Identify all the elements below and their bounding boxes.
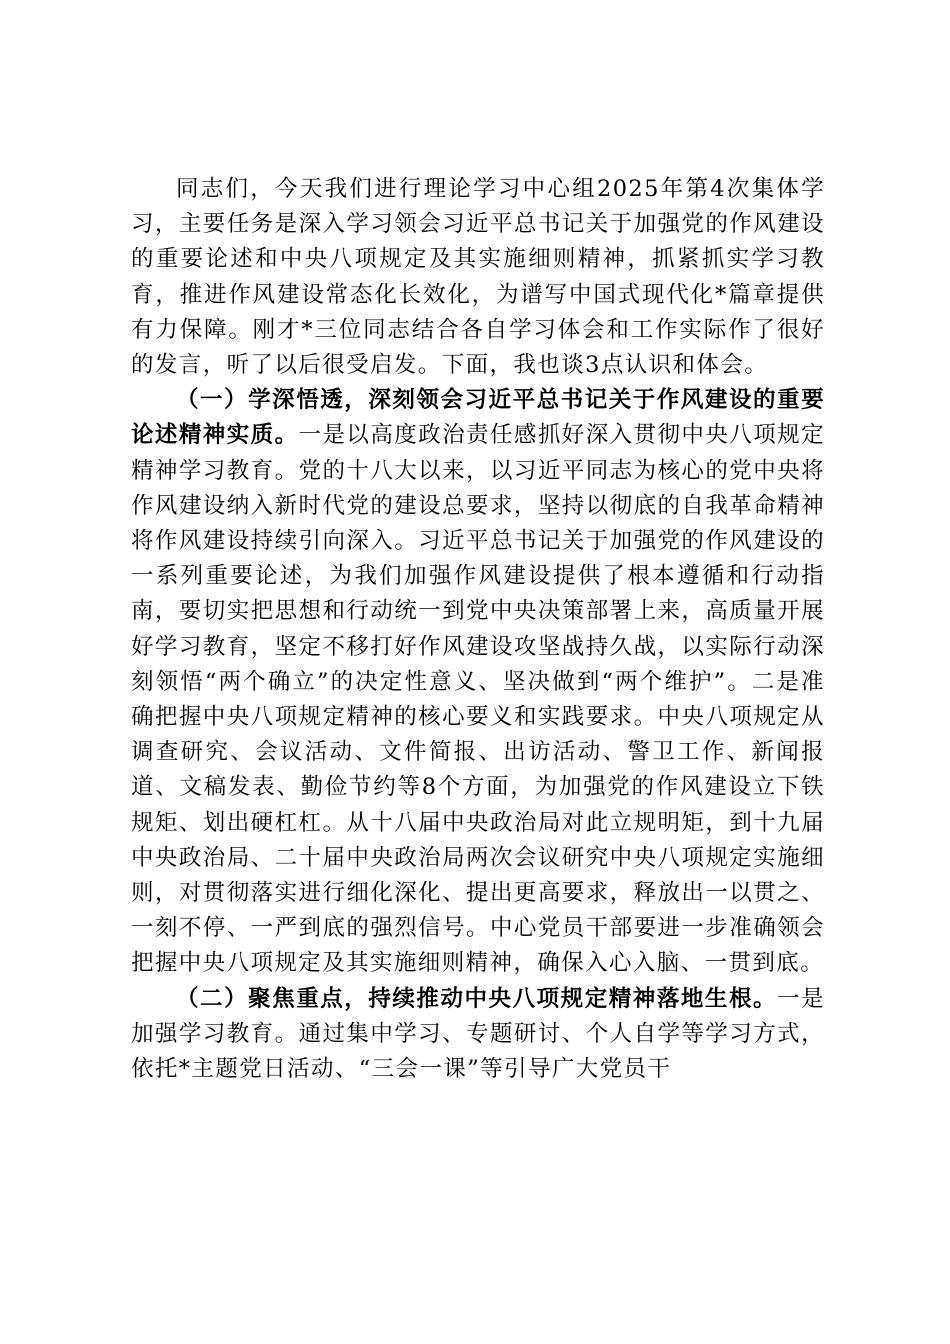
section-2-body: 一是加强学习教育。通过集中学习、专题研讨、个人自学等学习方式，依托*主题党日活动、“三会一课”等引导广大党员干: [131, 985, 825, 1083]
document-body: [131, 172, 825, 1087]
paragraph-section-1: [131, 383, 825, 981]
section-1-heading: （一）学深悟透，深刻领会习近平总书记关于作风建设的重要论述精神实质。: [131, 387, 825, 449]
section-2-heading: （二）聚焦重点，持续推动中央八项规定精神落地生根。: [176, 985, 778, 1012]
section-1-body: 一是以高度政治责任感抓好深入贯彻中央八项规定精神学习教育。党的十八大以来，以习近平同志为核心的党中央将作风建设纳入新时代党的建设总要求，坚持以彻底的自我革命精神将作风建设持续引向深入。习近平总书记关于加强党的作风建设的一系列重要论述，为我们加强作风建设提供了根本遵循和行动指南，要切实把思想和行动统一到党中央决策部署上来，高质量开展好学习教育，坚定不移打好作风建设攻坚战持久战，以实际行动深刻领悟“两个确立”的决定性意义、坚决做到“两个维护”。二是准确把握中央八项规定精神的核心要义和实践要求。中央八项规定从调查研究、会议活动、文件简报、出访活动、警卫工作、新闻报道、文稿发表、勤俭节约等8个方面，为加强党的作风建设立下铁规矩、划出硬杠杠。从十八届中央政治局对此立规明矩，到十九届中央政治局、二十届中央政治局两次会议研究中央八项规定实施细则，对贯彻落实进行细化深化、提出更高要求，释放出一以贯之、一刻不停、一严到底的强烈信号。中心党员干部要进一步准确领会把握中央八项规定及其实施细则精神，确保入心入脑、一贯到底。: [131, 422, 825, 977]
paragraph-intro-text: 同志们，今天我们进行理论学习中心组2025年第4次集体学习，主要任务是深入学习领会习近平总书记关于加强党的作风建设的重要论述和中央八项规定及其实施细则精神，抓紧抓实学习教育，推进作风建设常态化长效化，为谱写中国式现代化*篇章提供有力保障。刚才*三位同志结合各自学习体会和工作实际作了很好的发言，听了以后很受启发。下面，我也谈3点认识和体会。: [131, 176, 825, 379]
paragraph-section-2: [131, 982, 825, 1088]
paragraph-intro: [131, 172, 825, 383]
